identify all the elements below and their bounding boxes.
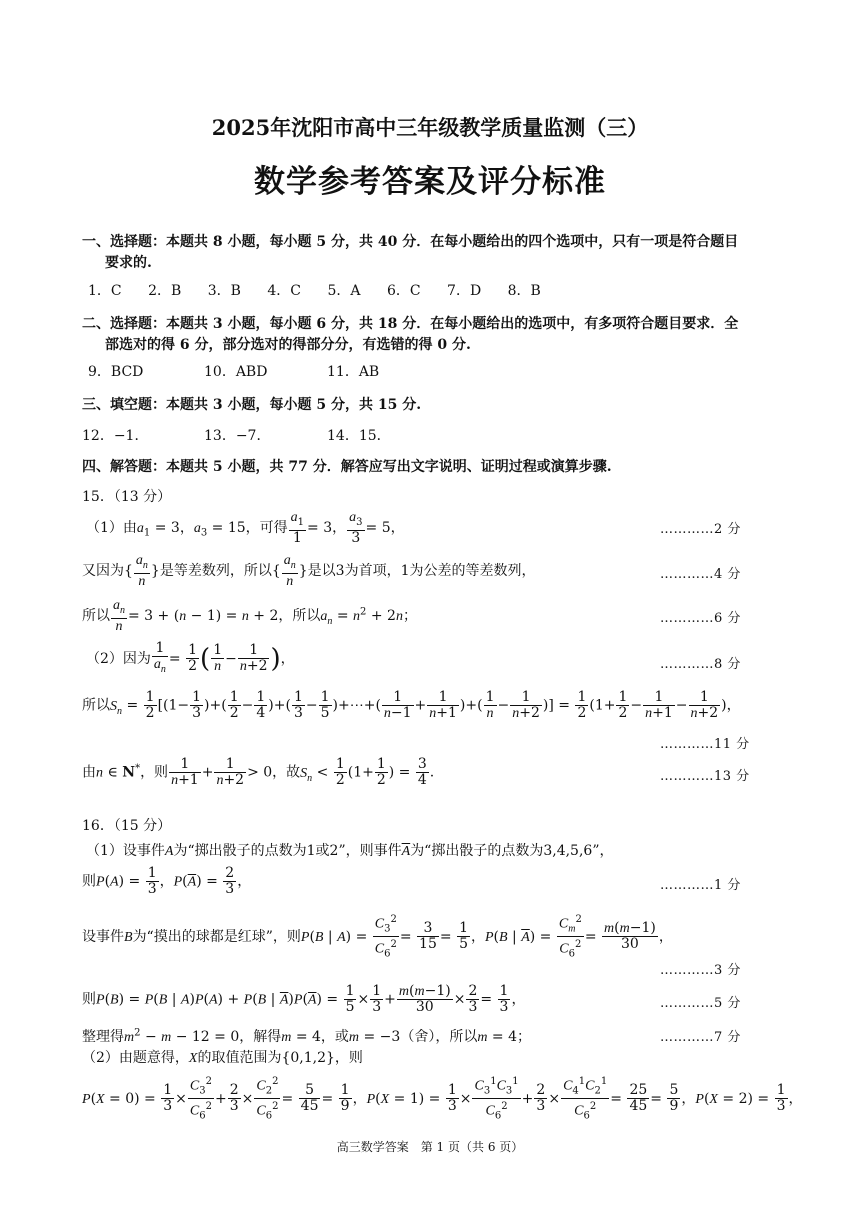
q15-score-1: …………2 分 [660, 522, 741, 537]
q15-step4: （2）因为 $\frac{1}{a_n}$ = $\frac{1}{2}$ ( $\frac{1}{n}$ − $\frac{1}{n+2}$ )， [86, 640, 295, 675]
q15-step2: 又因为{ $\frac{a_n}{n}$ }是等差数列，所以{ $\frac{a_n}{n}$ }是以3为首项，1为公差的等差数列， [82, 553, 536, 589]
q15-score-6: …………13 分 [660, 769, 750, 784]
q15-score-5: …………11 分 [660, 737, 750, 752]
q15-step1: （1）由$a_1 = 3$，$a_3 = 15$，可得 $\frac{a_1}{1}$ = 3， $\frac{a_3}{3}$ = 5， [86, 510, 405, 546]
section4-header: 四、解答题：本题共 5 小题，共 77 分．解答应写出文字说明、证明过程或演算步骤. [82, 459, 612, 475]
q16-step5: 整理得$m^2 - m - 12 = 0$，解得m = 4，或m = −3（舍），所以m = 4； [82, 1027, 531, 1045]
section1-answers [88, 280, 541, 300]
q16-step7: P(X = 0) = $\frac{1}{3}$ × $\frac{C_3^2}{C_6^2}$ + $\frac{2}{3}$ × $\frac{C_2^2}{C_6^2}$ = $\frac{5}{45}$ = $\frac{1}{9}$ ，P(X = 1) = $\frac{1}{3}$ × $\frac{C_3^1C_3^1}{C_6^2}$ + $\frac{2}{3}$ × $\frac{C_4^1C_2^1}{C_6^2}$ = $\frac{25}{45}$ = $\frac{5}{9}$ ，P(X = 2) = $\frac{1}{3}$ ， [82, 1076, 803, 1122]
q16-step6: （2）由题意得，X的取值范围为{0,1,2}，则 [82, 1050, 363, 1066]
answer-9: 9．BCD [88, 364, 144, 380]
q15-step5: 所以$S_n$ = $\frac{1}{2}$ [(1− $\frac{1}{3}$ )+( $\frac{1}{2}$ − $\frac{1}{4}$ )+( $\frac{1}{3}$ − $\frac{1}{5}$ )+⋯+( $\frac{1}{n-1}$ + $\frac{1}{n+1}$ )+( $\frac{1}{n}$ − $\frac{1}{n+2}$ )] = $\frac{1}{2}$ (1+ $\frac{1}{2}$ − $\frac{1}{n+1}$ − $\frac{1}{n+2}$ )， [82, 689, 741, 721]
section1-header: 一、选择题：本题共 8 小题，每小题 5 分，共 40 分．在每小题给出的四个选项中，只有一项是符合题目 [82, 234, 739, 250]
q15-label: 15．（13 分） [82, 489, 172, 505]
answer-11: 11．AB [327, 364, 380, 380]
answer-6: 6．C [386, 283, 421, 299]
q15-score-2: …………4 分 [660, 567, 741, 582]
q16-score-1: …………1 分 [660, 878, 741, 893]
q16-step1: （1）设事件A为“掷出骰子的点数为1或2”，则事件$\overline{A}$为“掷出骰子的点数为3,4,5,6”， [86, 843, 614, 859]
q16-label: 16．（15 分） [82, 818, 172, 834]
page-subtitle: 数学参考答案及评分标准 [254, 164, 606, 200]
section1-header-cont: 要求的. [105, 255, 152, 271]
answer-2: 2．B [148, 283, 182, 299]
answer-4: 4．C [267, 283, 302, 299]
q16-score-4: …………7 分 [660, 1030, 741, 1045]
q16-score-2: …………3 分 [660, 963, 741, 978]
answer-10: 10．ABD [204, 364, 268, 380]
answer-1: 1．C [88, 283, 122, 299]
answer-13: 13．−7． [204, 428, 271, 444]
q16-score-3: …………5 分 [660, 996, 741, 1011]
section2-header: 二、选择题：本题共 3 小题，每小题 6 分，共 18 分．在每小题给出的选项中，有多项符合题目要求．全 [82, 316, 739, 332]
section2-header-cont: 部选对的得 6 分，部分选对的得部分分，有选错的得 0 分. [105, 337, 471, 353]
q16-step4: 则P(B) = P(B | A)P(A) + P(B | $\overline{A})P(\overline{A})$ = $\frac{1}{5}$ × $\frac{1}{3}$ + $\frac{m(m-1)}{30}$ × $\frac{2}{3}$ = $\frac{1}{3}$ ， [82, 983, 526, 1015]
q15-score-4: …………8 分 [660, 657, 741, 672]
answer-5: 5．A [327, 283, 361, 299]
page-footer: 高三数学答案 第 1 页（共 6 页） [336, 1140, 524, 1154]
answer-14: 14．15． [327, 428, 391, 444]
q16-step3: 设事件B为“摸出的球都是红球”，则P(B | A) = $\frac{C_3^2}{C_6^2}$ = $\frac{3}{15}$ = $\frac{1}{5}$ ，P(B | $\overline{A}$) = $\frac{C_m^2}{C_6^2}$ = $\frac{m(m-1)}{30}$ ， [82, 914, 673, 960]
q16-step2: 则P(A) = $\frac{1}{3}$ ，$P(\overline{A})$ = $\frac{2}{3}$ ， [82, 865, 252, 897]
section3-header: 三、填空题：本题共 3 小题，每小题 5 分，共 15 分. [82, 397, 422, 413]
page-title: 2025年沈阳市高中三年级教学质量监测（三） [211, 115, 649, 140]
q15-score-3: …………6 分 [660, 611, 741, 626]
q15-step3: 所以 $\frac{a_n}{n}$ = 3 + (n − 1) = n + 2，所以$a_n = n^2 + 2n$； [82, 598, 417, 634]
answer-12: 12．−1． [82, 428, 149, 444]
answer-7: 7．D [447, 283, 482, 299]
answer-3: 3．B [207, 283, 241, 299]
q15-step6: 由n ∈ N*，则 $\frac{1}{n+1}$ + $\frac{1}{n+2}$ > 0，故$S_n$ < $\frac{1}{2}$ (1+ $\frac{1}{2}$ ) = $\frac{3}{4}$ . [82, 756, 435, 788]
answer-8: 8．B [507, 283, 541, 299]
